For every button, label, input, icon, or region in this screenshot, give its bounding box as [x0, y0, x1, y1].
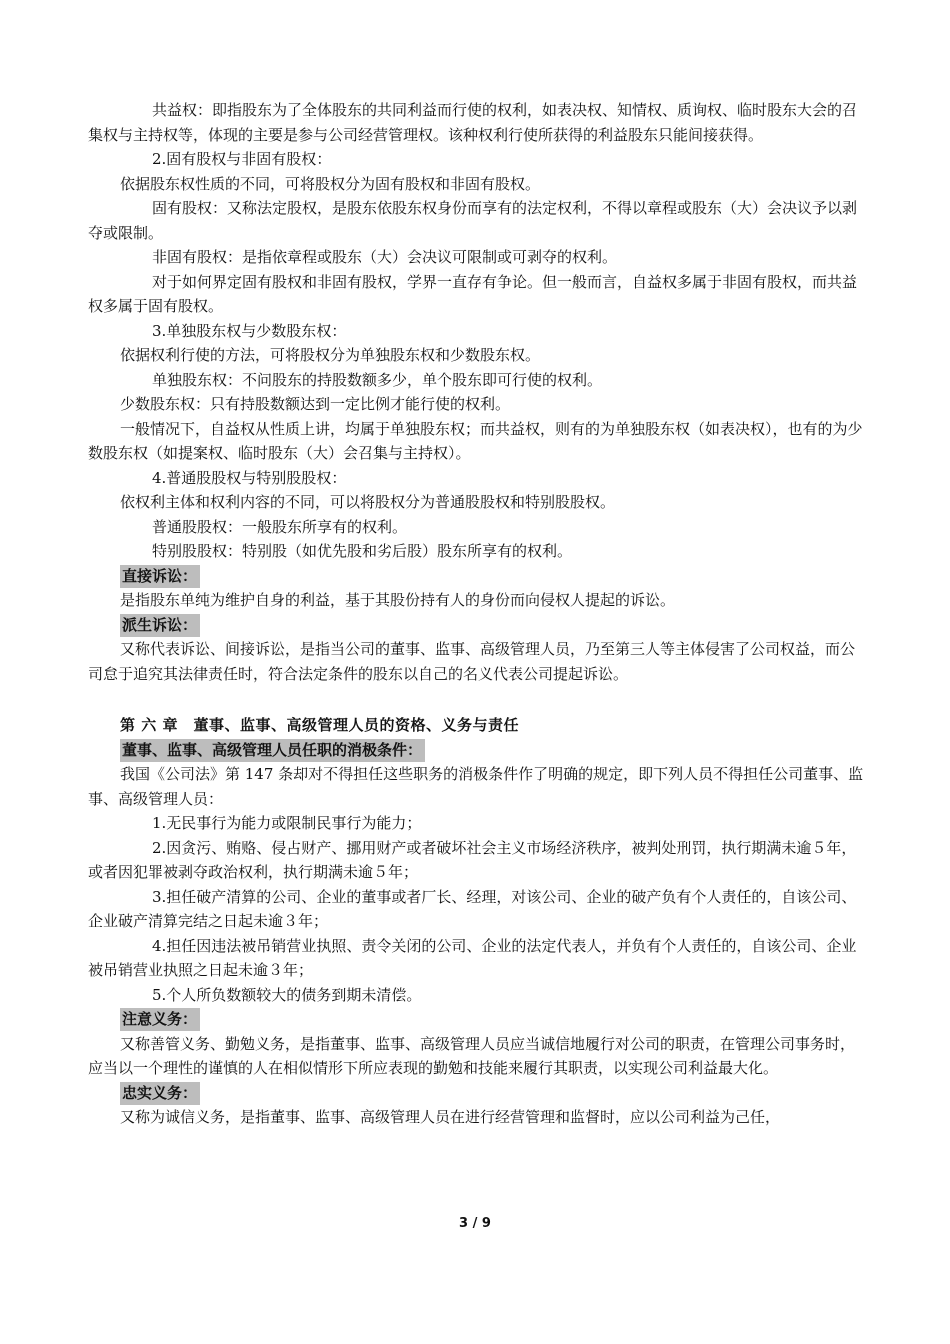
list-item: 1.无民事行为能力或限制民事行为能力； [152, 814, 422, 832]
paragraph: 一般情况下，自益权从性质上讲，均属于单独股东权；而共益权，则有的为单独股东权（如表决权），也有的为少数股东权（如提案权、临时股东（大）会召集与主持权）。 [88, 419, 863, 462]
chapter-title: 第 六 章 董事、监事、高级管理人员的资格、义务与责任 [120, 716, 519, 734]
duty-of-care-text: 又称善管义务、勤勉义务，是指董事、监事、高级管理人员应当诚信地履行对公司的职责，在管理公司事务时，应当以一个理性的谨慎的人在相似情形下所应表现的勤勉和技能来履行其职责，以实现公司利益最大化。 [88, 1034, 856, 1077]
derivative-suit-label: 派生诉讼： [120, 614, 200, 637]
page-number: 3 / 9 [459, 1216, 491, 1231]
list-item: 4.担任因违法被吊销营业执照、责令关闭的公司、企业的法定代表人，并负有个人责任的，自该公司、企业被吊销营业执照之日起未逾３年； [88, 936, 857, 979]
paragraph: 少数股东权：只有持股数额达到一定比例才能行使的权利。 [120, 395, 511, 413]
duty-of-loyalty-text: 又称为诚信义务，是指董事、监事、高级管理人员在进行经营管理和监督时，应以公司利益为己任， [120, 1108, 781, 1126]
list-item: 3.担任破产清算的公司、企业的董事或者厂长、经理，对该公司、企业的破产负有个人责任的，自该公司、企业破产清算完结之日起未逾３年； [88, 887, 857, 930]
paragraph: 依据权利行使的方法，可将股权分为单独股东权和少数股东权。 [120, 346, 541, 364]
duty-of-care-label: 注意义务： [120, 1008, 200, 1031]
duty-of-loyalty-label: 忠实义务： [120, 1082, 200, 1105]
direct-suit-text: 是指股东单纯为维护自身的利益，基于其股份持有人的身份而向侵权人提起的诉讼。 [120, 591, 676, 609]
paragraph: 普通股股权：一般股东所享有的权利。 [152, 517, 408, 536]
derivative-suit-text: 又称代表诉讼、间接诉讼，是指当公司的董事、监事、高级管理人员，乃至第三人等主体侵害了公司权益，而公司怠于追究其法律责任时，符合法定条件的股东以自己的名义代表公司提起诉讼。 [88, 640, 856, 683]
direct-suit-label: 直接诉讼： [120, 565, 200, 588]
paragraph: 单独股东权：不问股东的持股数额多少，单个股东即可行使的权利。 [152, 370, 603, 389]
paragraph: 特别股股权：特别股（如优先股和劣后股）股东所享有的权利。 [152, 542, 573, 560]
paragraph: 依权利主体和权利内容的不同，可以将股权分为普通股股权和特别股股权。 [120, 493, 616, 511]
heading-common-special-shares: 4.普通股股权与特别股股权： [152, 468, 347, 487]
paragraph: 对于如何界定固有股权和非固有股权，学界一直存有争论。但一般而言，自益权多属于非固有股权，而共益权多属于固有股权。 [88, 272, 858, 315]
paragraph: 固有股权：又称法定股权，是股东依股东权身份而享有的法定权利，不得以章程或股东（大）会决议予以剥夺或限制。 [88, 199, 858, 242]
list-item: 5.个人所负数额较大的债务到期未清偿。 [152, 985, 422, 1004]
paragraph: 依据股东权性质的不同，可将股权分为固有股权和非固有股权。 [120, 174, 541, 193]
heading-inherent-rights: 2.固有股权与非固有股权： [152, 150, 332, 168]
negative-conditions-label: 董事、监事、高级管理人员任职的消极条件： [120, 739, 425, 762]
paragraph: 非固有股权：是指依章程或股东（大）会决议可限制或可剥夺的权利。 [152, 248, 618, 266]
list-item: 2.因贪污、贿赂、侵占财产、挪用财产或者破坏社会主义市场经济秩序，被判处刑罚，执行期满未逾５年，或者因犯罪被剥夺政治权利，执行期满未逾５年； [88, 838, 857, 881]
heading-single-minority-rights: 3.单独股东权与少数股东权： [152, 321, 347, 340]
paragraph-common-benefit-right: 共益权：即指股东为了全体股东的共同利益而行使的权利，如表决权、知情权、质询权、临时股东大会的召集权与主持权等，体现的主要是参与公司经营管理权。该种权利行使所获得的利益股东只能间接获得。 [88, 101, 858, 144]
negative-conditions-intro: 我国《公司法》第 147 条却对不得担任这些职务的消极条件作了明确的规定，即下列人员不得担任公司董事、监事、高级管理人员： [88, 765, 864, 808]
document-page [88, 98, 868, 1130]
